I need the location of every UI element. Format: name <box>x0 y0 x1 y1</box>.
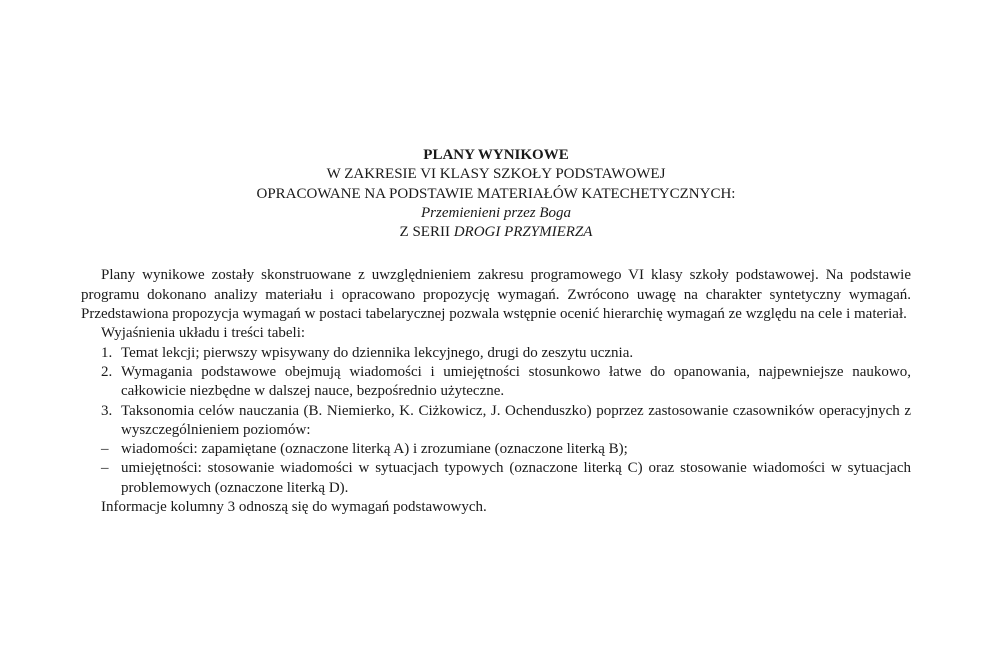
list-item <box>81 363 911 402</box>
list-marker: 1. <box>101 344 113 361</box>
dash-list <box>81 440 911 498</box>
heading-subtitle: Przemienieni przez Boga <box>421 204 571 221</box>
list-marker: – <box>101 441 109 458</box>
series-name: DROGI PRZYMIERZA <box>453 224 593 241</box>
heading-series <box>81 223 911 242</box>
numbered-list <box>81 344 911 440</box>
list-marker: 3. <box>101 402 113 419</box>
heading-line-basis: OPRACOWANE NA PODSTAWIE MATERIAŁÓW KATECHETYCZNYCH: <box>256 185 736 202</box>
list-item <box>81 344 911 363</box>
list-item <box>81 440 911 459</box>
explanation-label: Wyjaśnienia układu i treści tabeli: <box>101 325 306 342</box>
list-item <box>81 402 911 441</box>
list-item-text: wiadomości: zapamiętane (oznaczone literką A) i zrozumiane (oznaczone literką B); <box>121 441 628 458</box>
list-marker: – <box>101 460 109 477</box>
document-page <box>81 146 911 517</box>
list-item-text: Temat lekcji; pierwszy wpisywany do dziennika lekcyjnego, drugi do zeszytu ucznia. <box>121 344 634 361</box>
list-item <box>81 459 911 498</box>
list-marker: 2. <box>101 363 113 380</box>
intro-paragraph: Plany wynikowe zostały skonstruowane z uwzględnieniem zakresu programowego VI klasy szkoły podstawowej. Na podstawie programu dokonano analizy materiału i opracowano propozycję wymagań. Zwrócono uwagę na charakter syntetyczny wymagań. Przedstawiona propozycja wymagań w postaci tabelarycznej pozwala wstępnie ocenić hierarchię wymagań ze względu na cele i materiał. <box>81 267 911 323</box>
closing-paragraph: Informacje kolumny 3 odnoszą się do wymagań podstawowych. <box>101 499 487 516</box>
document-title: PLANY WYNIKOWE <box>423 147 569 163</box>
document-body <box>81 266 911 517</box>
series-prefix: Z SERII <box>399 224 454 241</box>
document-heading <box>81 146 911 242</box>
list-item-text: Wymagania podstawowe obejmują wiadomości i umiejętności stosunkowo łatwe do opanowania, najpewniejsze naukowo, całkowicie niezbędne w dalszej nauce, bezpośrednio użyteczne. <box>121 363 911 400</box>
list-item-text: Taksonomia celów nauczania (B. Niemierko, K. Ciżkowicz, J. Ochenduszko) poprzez zastosowanie czasowników operacyjnych z wyszczególnieniem poziomów: <box>121 402 911 438</box>
list-item-text: umiejętności: stosowanie wiadomości w sytuacjach typowych (oznaczone literką C) oraz stosowanie wiadomości w sytuacjach problemowych (oznaczone literką D). <box>121 460 911 496</box>
heading-line-scope: W ZAKRESIE VI KLASY SZKOŁY PODSTAWOWEJ <box>326 166 666 183</box>
